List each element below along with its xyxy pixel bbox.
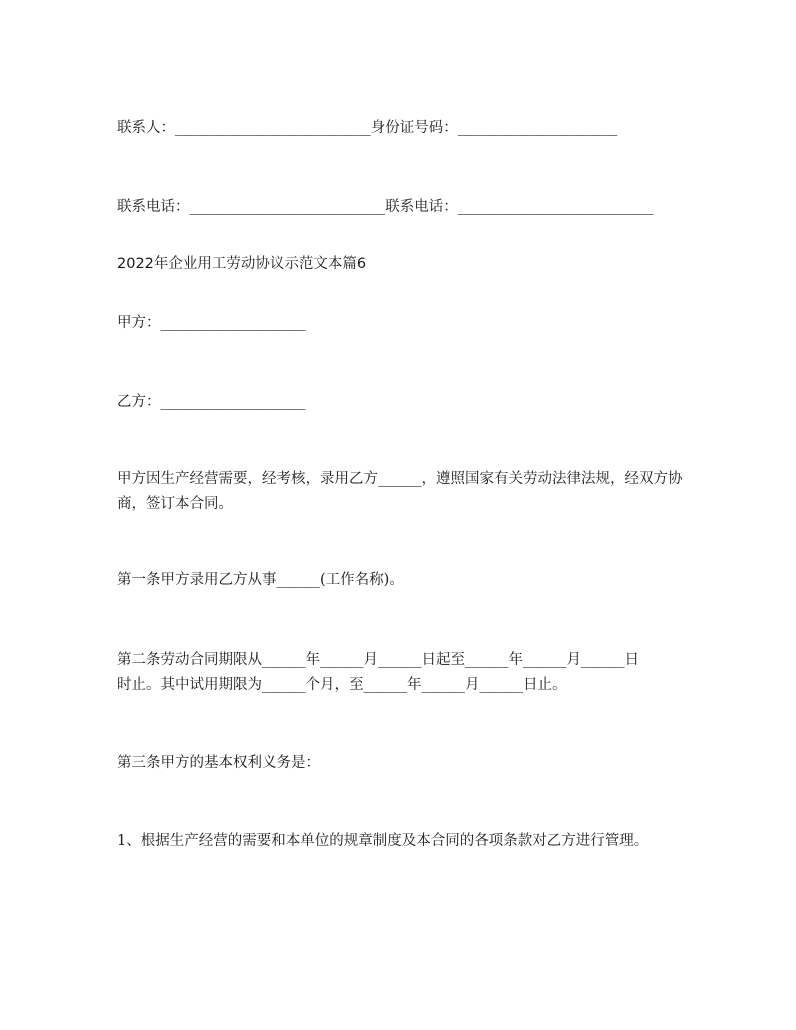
contact-person-line: 联系人：___________________________身份证号码：______________________ bbox=[117, 120, 618, 136]
item-1: 1、根据生产经营的需要和本单位的规章制度及本合同的各项条款对乙方进行管理。 bbox=[117, 833, 649, 849]
contact-phone-line: 联系电话：___________________________联系电话：___________________________ bbox=[117, 199, 654, 215]
section-title: 2022年企业用工劳动协议示范文本篇6 bbox=[117, 256, 367, 272]
party-b-line: 乙方：____________________ bbox=[117, 394, 306, 410]
party-a-line: 甲方：____________________ bbox=[117, 315, 306, 331]
article-2-line-2: 时止。其中试用期限为______个月，至______年______月______日止。 bbox=[117, 677, 567, 693]
article-2-line-1: 第二条劳动合同期限从______年______月______日起至______年______月______日 bbox=[117, 652, 639, 668]
intro-paragraph: 甲方因生产经营需要，经考核，录用乙方______，遵照国家有关劳动法律法规，经双方协商，签订本合同。 bbox=[117, 471, 683, 512]
article-1: 第一条甲方录用乙方从事______(工作名称)。 bbox=[117, 572, 404, 588]
article-3: 第三条甲方的基本权利义务是： bbox=[117, 755, 320, 771]
